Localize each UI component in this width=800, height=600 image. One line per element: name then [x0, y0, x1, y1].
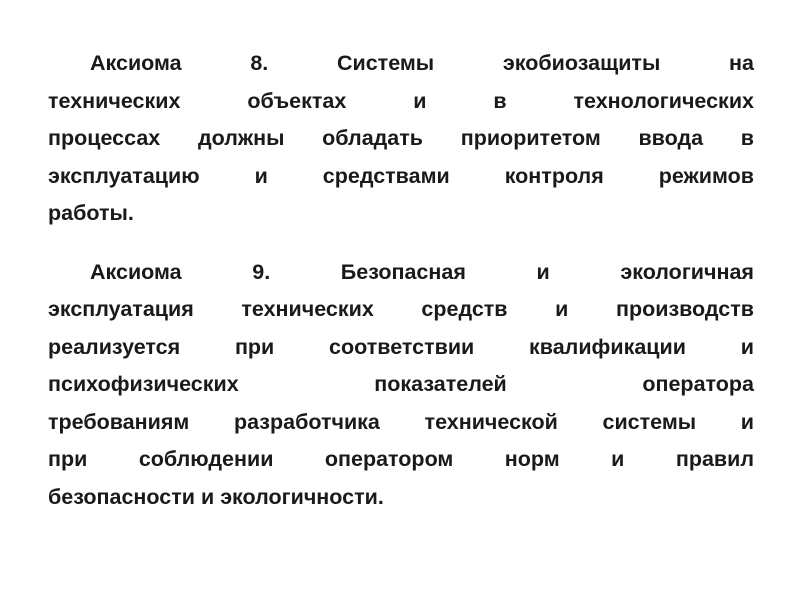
- word: 9.: [252, 259, 271, 284]
- word: и: [740, 409, 754, 434]
- word: обладать: [322, 126, 424, 150]
- text-line: [48, 441, 754, 479]
- word: технической: [424, 409, 558, 434]
- word: системы: [602, 409, 697, 434]
- text-line: [48, 254, 754, 292]
- word: реализуется: [48, 334, 181, 359]
- word: и: [740, 334, 754, 359]
- axiom-paragraph-9: [48, 254, 754, 517]
- word: при: [48, 447, 88, 471]
- text-line: [48, 120, 754, 158]
- word: разработчика: [233, 409, 380, 434]
- word: квалификации: [529, 334, 686, 359]
- word: эксплуатацию: [48, 163, 200, 188]
- word: психофизических: [48, 372, 239, 396]
- text-line: [48, 291, 754, 329]
- text-line: [48, 195, 754, 233]
- word: и: [254, 163, 268, 188]
- word: должны: [197, 126, 285, 150]
- word: контроля: [504, 163, 604, 188]
- slide-text-body: [48, 45, 754, 516]
- word: режимов: [658, 163, 754, 188]
- word: в: [740, 126, 754, 150]
- word: приоритетом: [460, 126, 601, 150]
- word: средств: [421, 297, 508, 321]
- word: производств: [615, 297, 754, 321]
- word: Аксиома: [90, 51, 182, 75]
- word: соблюдении: [138, 447, 274, 471]
- word: ввода: [638, 126, 704, 150]
- word: и: [200, 484, 215, 509]
- word: процессах: [48, 126, 161, 150]
- text-line: [48, 329, 754, 367]
- text-line: [48, 45, 754, 83]
- word: норм: [504, 447, 560, 471]
- word: технических: [48, 88, 181, 113]
- word: правил: [675, 447, 754, 471]
- word: оператором: [324, 447, 454, 471]
- word: безопасности: [48, 484, 195, 509]
- word: Безопасная: [340, 259, 466, 284]
- word: оператора: [642, 372, 754, 396]
- word: работы.: [48, 201, 134, 225]
- word: и: [555, 297, 569, 321]
- word: объектах: [247, 88, 347, 113]
- text-line: [48, 83, 754, 121]
- word: и: [536, 259, 550, 284]
- word: 8.: [250, 51, 269, 75]
- word: эксплуатация: [48, 297, 194, 321]
- word: и: [413, 88, 427, 113]
- text-line: [48, 366, 754, 404]
- text-line: [48, 479, 754, 517]
- word: технических: [241, 297, 374, 321]
- word: при: [234, 334, 275, 359]
- word: экологичная: [620, 259, 754, 284]
- word: Системы: [336, 51, 435, 75]
- word: экобиозащиты: [502, 51, 661, 75]
- word: показателей: [374, 372, 507, 396]
- word: средствами: [322, 163, 450, 188]
- paragraph-gap: [48, 233, 754, 254]
- text-line: [48, 404, 754, 442]
- word: Аксиома: [90, 259, 182, 284]
- word: требованиям: [48, 409, 190, 434]
- word: соответствии: [329, 334, 475, 359]
- axiom-paragraph-8: [48, 45, 754, 233]
- word: и: [611, 447, 625, 471]
- word: на: [729, 51, 754, 75]
- word: в: [493, 88, 507, 113]
- word: технологических: [573, 88, 754, 113]
- text-line: [48, 158, 754, 196]
- word: экологичности.: [220, 484, 384, 509]
